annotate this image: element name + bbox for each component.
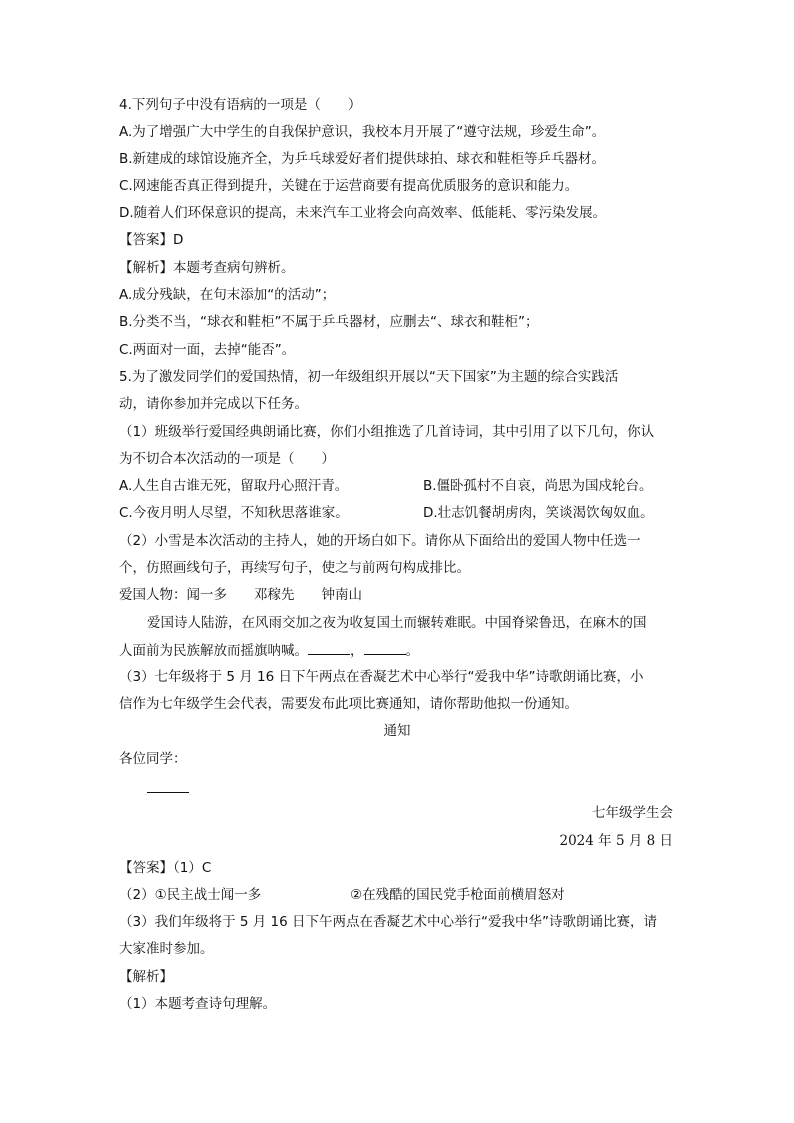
q5-opening-para-line1: 爱国诗人陆游，在风雨交加之夜为收复国土而辗转难眠。中国脊梁鲁迅，在麻木的国 xyxy=(147,615,647,631)
q5-option-a: A.人生自古谁无死，留取丹心照汗青。 xyxy=(119,478,349,494)
notice-salutation: 各位同学： xyxy=(119,751,187,767)
q4-option-a: A.为了增强广大中学生的自我保护意识，我校本月开展了“遵守法规，珍爱生命”。 xyxy=(119,124,606,140)
q5-analysis-heading: 【解析】 xyxy=(119,969,173,985)
q5-answer-2a: （2）①民主战士闻一多 xyxy=(119,887,262,903)
q4-option-b: B.新建成的球馆设施齐全，为乒乓球爱好者们提供球拍、球衣和鞋柜等乒乓器材。 xyxy=(119,151,606,167)
q4-explain-a: A.成分残缺，在句末添加“的活动”； xyxy=(119,287,336,303)
q5-part3-line2: 信作为七年级学生会代表，需要发布此项比赛通知，请你帮助他拟一份通知。 xyxy=(119,696,578,712)
q4-analysis-heading: 【解析】本题考查病句辨析。 xyxy=(119,260,295,276)
q5-part2-line1: （2）小雪是本次活动的主持人，她的开场白如下。请你从下面给出的爱国人物中任选一 xyxy=(119,533,641,549)
q5-option-b: B.僵卧孤村不自哀，尚思为国戍轮台。 xyxy=(423,478,653,494)
q4-explain-c: C.两面对一面，去掉“能否”。 xyxy=(119,342,296,358)
q5-stem-line2: 动，请你参加并完成以下任务。 xyxy=(119,396,308,412)
q5-opening-para-text: 人面前为民族解放而摇旗呐喊。 xyxy=(119,643,308,659)
q4-option-d: D.随着人们环保意识的提高，未来汽车工业将会向高效率、低能耗、零污染发展。 xyxy=(119,205,607,221)
fill-blank-2 xyxy=(364,640,406,655)
q4-explain-b: B.分类不当，“球衣和鞋柜”不属于乒乓器材，应删去“、球衣和鞋柜”； xyxy=(119,314,539,330)
q5-analysis-1: （1）本题考查诗句理解。 xyxy=(119,996,277,1012)
q5-part2-line2: 个，仿照画线句子，再续写句子，使之与前两句构成排比。 xyxy=(119,560,470,576)
q5-part3-line1: （3）七年级将于 5 月 16 日下午两点在香凝艺术中心举行“爱我中华”诗歌朗诵比赛，小 xyxy=(119,669,644,685)
q5-patriot-figures: 爱国人物：闻一多 邓稼先 钟南山 xyxy=(119,587,362,603)
q4-answer: 【答案】D xyxy=(119,232,184,248)
q5-answer-2b: ②在残酷的国民党手枪面前横眉怒对 xyxy=(350,887,565,903)
notice-date: 2024 年 5 月 8 日 xyxy=(559,833,673,849)
q5-blank-end: 。 xyxy=(405,643,419,659)
q5-answer-3-line1: （3）我们年级将于 5 月 16 日下午两点在香凝艺术中心举行“爱我中华”诗歌朗诵比赛，请 xyxy=(119,914,658,930)
notice-body-blank xyxy=(147,792,189,793)
notice-title: 通知 xyxy=(383,723,411,739)
q5-option-c: C.今夜月明人尽望，不知秋思落谁家。 xyxy=(119,505,349,521)
q5-part1-line1: （1）班级举行爱国经典朗诵比赛，你们小组推选了几首诗词，其中引用了以下几句，你认 xyxy=(119,424,655,440)
fill-blank-1 xyxy=(308,640,350,655)
q5-answer-1: 【答案】（1）C xyxy=(119,860,212,876)
q5-opening-para-line2 xyxy=(119,640,419,660)
q5-part1-line2: 为不切合本次活动的一项是（ ） xyxy=(119,451,335,467)
notice-signature: 七年级学生会 xyxy=(592,805,673,821)
q4-stem: 4.下列句子中没有语病的一项是（ ） xyxy=(119,97,362,113)
q5-answer-3-line2: 大家准时参加。 xyxy=(119,941,214,957)
q5-blank-separator: ， xyxy=(350,643,364,659)
q5-stem-line1: 5.为了激发同学们的爱国热情，初一年级组织开展以“天下国家”为主题的综合实践活 xyxy=(119,369,619,385)
q5-option-d: D.壮志饥餐胡虏肉，笑谈渴饮匈奴血。 xyxy=(423,505,654,521)
q4-option-c: C.网速能否真正得到提升，关键在于运营商要有提高优质服务的意识和能力。 xyxy=(119,178,579,194)
